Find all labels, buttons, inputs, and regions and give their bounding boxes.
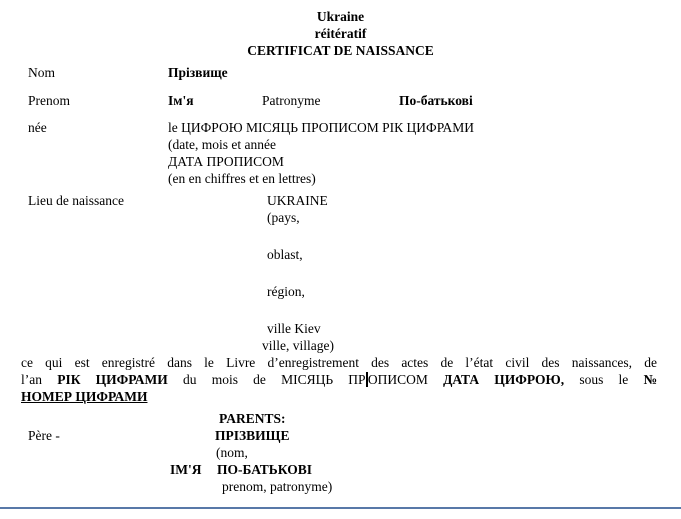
nee-value: le ЦИФРОЮ МІСЯЦЬ ПРОПИСОМ РІК ЦИФРАМИ: [168, 120, 474, 135]
row-lieu: [0, 192, 681, 260]
pere-patronymic: ПО-БАТЬКОВІ: [217, 462, 312, 477]
row-pere-prenom: [0, 461, 681, 519]
nee-value2: ДАТА ПРОПИСОМ: [168, 154, 284, 169]
pere-firstname: ІМ'Я: [170, 462, 202, 477]
nee-note-open: (date, mois et année: [168, 137, 276, 152]
lieu-ville: ville Kiev: [267, 321, 321, 336]
parents-heading: PARENTS:: [219, 411, 286, 426]
lieu-note-pays: (pays,: [267, 210, 300, 225]
reg-date: ДАТА ЦИФРОЮ,: [443, 372, 565, 387]
prenom-value: Ім'я: [168, 93, 194, 108]
prenom-label: Prenom: [28, 93, 70, 108]
reg-sous: sous le: [579, 372, 629, 387]
lieu-note-close: ville, village): [262, 338, 334, 353]
pere-surname: ПРІЗВИЩЕ: [215, 428, 290, 443]
nom-value: Прізвище: [168, 65, 228, 80]
reg-month-before: du mois de МІСЯЦЬ ПР: [183, 372, 366, 387]
reg-an: l’an: [21, 372, 42, 387]
reg-month-after: ОПИСОМ: [367, 372, 428, 387]
lieu-label: Lieu de naissance: [28, 193, 124, 208]
registration-line-2: [21, 371, 657, 388]
page-title: CERTIFICAT DE NAISSANCE: [247, 43, 434, 58]
header-country: Ukraine: [316, 9, 365, 24]
nee-note-close: (en en chiffres et en lettres): [168, 171, 316, 186]
reg-numero-sign: №: [643, 372, 658, 387]
pere-note-close: prenom, patronyme): [222, 479, 333, 494]
nom-label: Nom: [28, 65, 55, 80]
nee-label: née: [28, 120, 47, 135]
lieu-country: UKRAINE: [267, 193, 328, 208]
registration-line-3: НОМЕР ЦИФРАМИ: [21, 389, 148, 404]
row-nee: [0, 119, 681, 187]
lieu-region: région,: [267, 284, 305, 299]
pere-note-open: (nom,: [216, 445, 248, 460]
header-doc-type: réitératif: [314, 26, 367, 41]
reg-year: РІК ЦИФРАМИ: [57, 372, 168, 387]
pere-label: Père -: [28, 428, 60, 443]
window-bottom-border: [0, 507, 681, 509]
lieu-oblast: oblast,: [267, 247, 303, 262]
patronyme-label: Patronyme: [262, 93, 321, 108]
patronyme-value: По-батькові: [399, 93, 473, 108]
registration-line-1: ce qui est enregistré dans le Livre d’enregistrement des actes de l’état civil des naissances, de: [21, 355, 657, 370]
